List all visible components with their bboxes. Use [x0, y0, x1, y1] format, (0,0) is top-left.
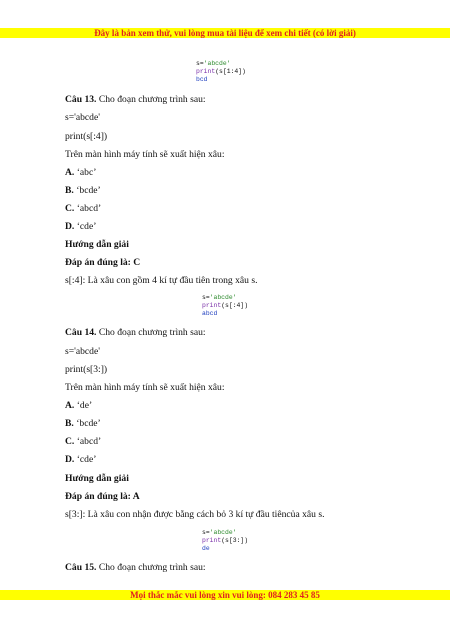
question-14-option-d [65, 454, 96, 465]
question-13-option-b [65, 185, 101, 196]
code-output: de [202, 545, 210, 552]
option-text: ‘bcde’ [73, 418, 101, 429]
question-13-option-d [65, 221, 96, 232]
code-var: s= [202, 294, 210, 301]
question-prompt: Cho đoạn chương trình sau: [96, 94, 206, 105]
code-args: (s[:4]) [221, 302, 249, 309]
option-label: C. [65, 203, 75, 214]
question-13-option-a [65, 167, 96, 178]
question-13-ask: Trên màn hình máy tính sẽ xuất hiện xâu: [65, 149, 225, 160]
question-14-heading [65, 327, 206, 338]
question-14-option-a [65, 400, 92, 411]
code-string: 'abcde' [209, 294, 237, 301]
question-13-code-line-1: s='abcde' [65, 112, 100, 123]
question-13-option-c [65, 203, 101, 214]
option-label: D. [65, 454, 75, 465]
question-13-heading [65, 94, 206, 105]
question-14-ask: Trên màn hình máy tính sẽ xuất hiện xâu: [65, 382, 225, 393]
option-text: ‘abcd’ [74, 203, 102, 214]
option-label: A. [65, 167, 75, 178]
code-snippet-3 [202, 529, 248, 553]
question-15-heading [65, 562, 206, 573]
question-13-code-line-2: print(s[:4]) [65, 131, 108, 142]
question-14-guide-heading: Hướng dẫn giải [65, 473, 129, 484]
code-output: bcd [196, 76, 208, 83]
code-args: (s[3:]) [221, 537, 249, 544]
code-var: s= [202, 529, 210, 536]
option-text: ‘abcd’ [74, 436, 102, 447]
option-text: ‘bcde’ [73, 185, 101, 196]
question-14-answer: Đáp án đúng là: A [65, 491, 140, 502]
code-print-keyword: print [202, 537, 222, 544]
option-text: ‘cde’ [74, 221, 97, 232]
question-14-explanation: s[3:]: Là xâu con nhận được bằng cách bỏ 3 kí tự đầu tiêncủa xâu s. [65, 509, 325, 520]
question-number: Câu 14. [65, 327, 97, 338]
question-13-explanation: s[:4]: Là xâu con gồm 4 kí tự đầu tiên trong xâu s. [65, 275, 258, 286]
question-number: Câu 15. [65, 562, 97, 573]
question-number: Câu 13. [65, 94, 97, 105]
question-prompt: Cho đoạn chương trình sau: [96, 562, 206, 573]
question-14-code-line-2: print(s[3:]) [65, 364, 108, 375]
question-14-option-c [65, 436, 101, 447]
option-label: B. [65, 185, 74, 196]
code-args: (s[1:4]) [215, 68, 246, 75]
question-14-code-line-1: s='abcde' [65, 346, 100, 357]
option-label: A. [65, 400, 75, 411]
question-13-answer: Đáp án đúng là: C [65, 257, 141, 268]
question-13-guide-heading: Hướng dẫn giải [65, 239, 129, 250]
option-text: ‘abc’ [74, 167, 97, 178]
contact-banner [0, 590, 450, 600]
code-snippet-2 [202, 294, 248, 318]
question-prompt: Cho đoạn chương trình sau: [96, 327, 206, 338]
option-label: C. [65, 436, 75, 447]
contact-banner-text: Mọi thắc mắc vui lòng xin vui lòng: 084 283 45 85 [130, 590, 320, 600]
code-string: 'abcde' [203, 60, 231, 67]
preview-banner [0, 28, 450, 38]
option-text: ‘cde’ [74, 454, 97, 465]
code-print-keyword: print [196, 68, 216, 75]
code-output: abcd [202, 310, 218, 317]
code-print-keyword: print [202, 302, 222, 309]
preview-banner-text: Đây là bản xem thử, vui lòng mua tài liệu để xem chi tiết (có lời giải) [94, 28, 356, 38]
option-text: ‘de’ [74, 400, 93, 411]
option-label: B. [65, 418, 74, 429]
question-14-option-b [65, 418, 101, 429]
option-label: D. [65, 221, 75, 232]
code-snippet-1 [196, 60, 246, 84]
code-var: s= [196, 60, 204, 67]
code-string: 'abcde' [209, 529, 237, 536]
